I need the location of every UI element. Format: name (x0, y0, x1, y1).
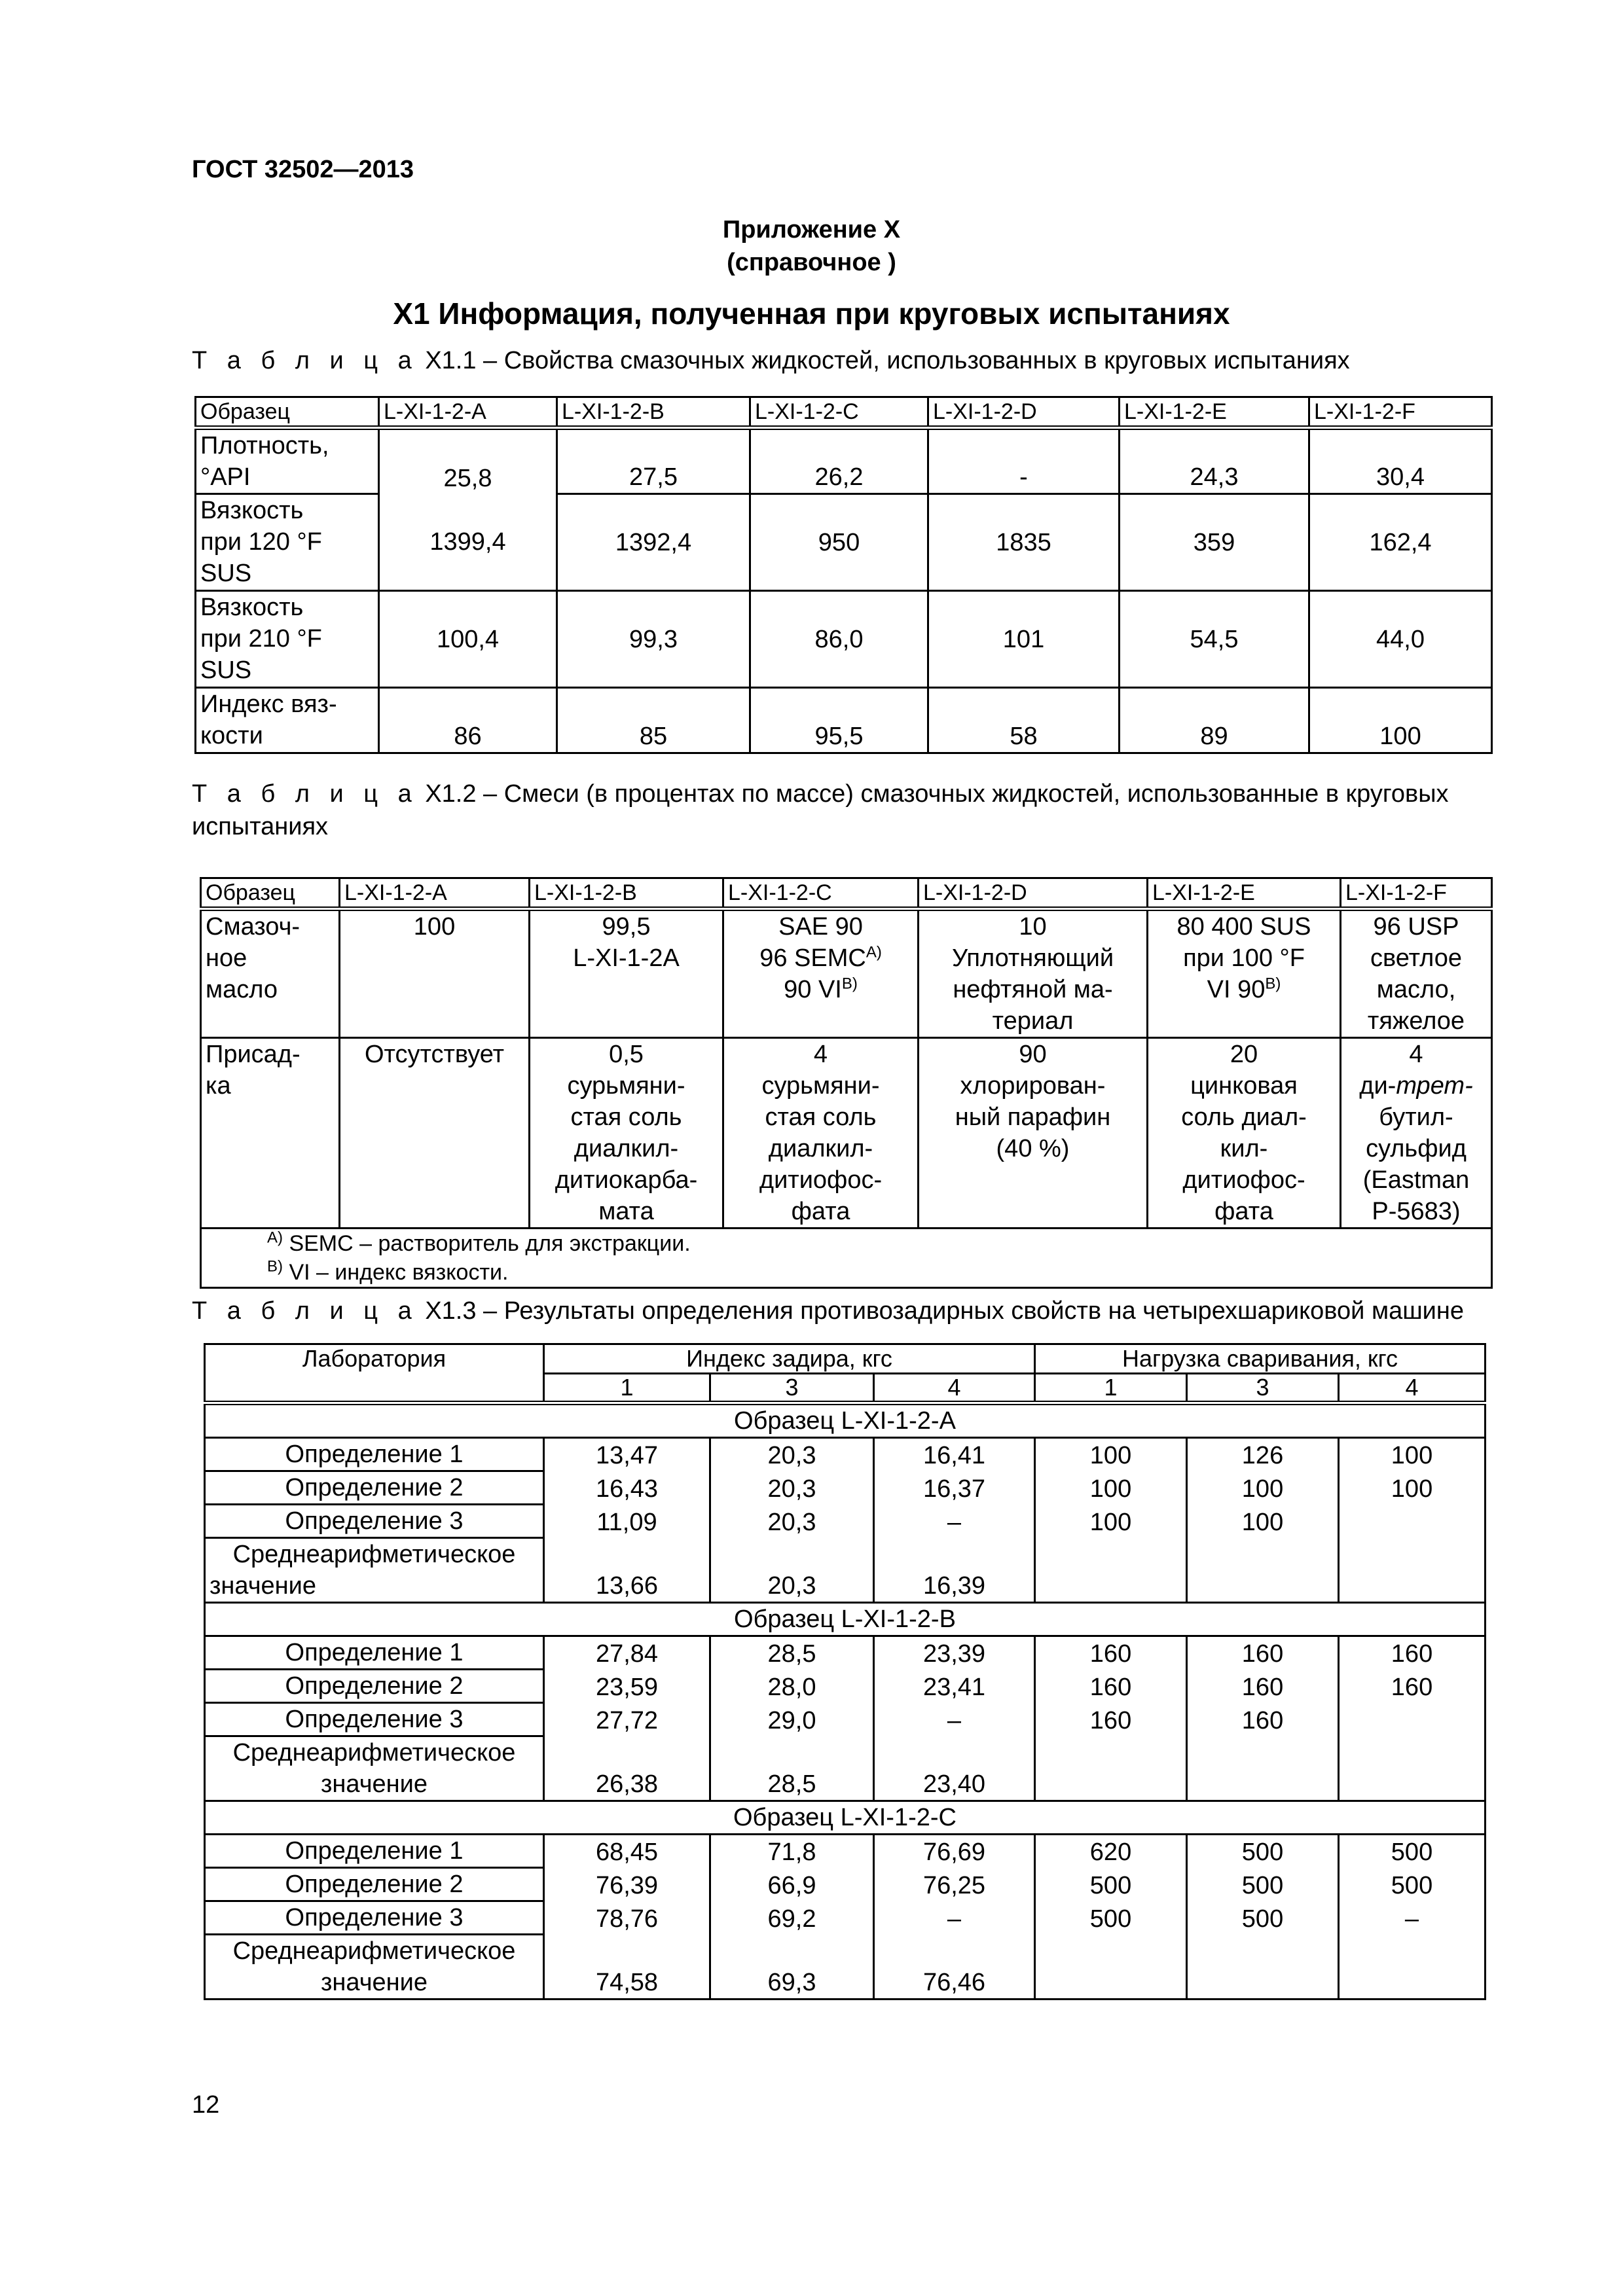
row-label: Плотность, °API (196, 428, 379, 494)
group-title: Образец L-XI-1-2-A (205, 1403, 1486, 1438)
cell: 23,40 (874, 1736, 1035, 1801)
cell: 69,2 (710, 1901, 874, 1935)
cell: 44,0 (1309, 591, 1492, 688)
cell: 100 (1187, 1505, 1339, 1538)
cell: SAE 90 96 $SEMC^{A)}$ 90 $VI^{B)}$ (723, 909, 919, 1038)
cell: 500 (1035, 1901, 1187, 1935)
cell: 20,3 (710, 1438, 874, 1471)
cell: – (1339, 1901, 1486, 1935)
table2-header-row (201, 878, 1492, 909)
cell: 28,5 (710, 1736, 874, 1801)
cell (1339, 1736, 1486, 1801)
row-label: Среднеарифметическое значение (205, 1736, 544, 1801)
row-label: Смазоч- ное масло (201, 909, 340, 1038)
table1-header-row (196, 397, 1492, 428)
row-label: Присад- ка (201, 1038, 340, 1229)
cell: 16,43 (544, 1471, 710, 1505)
table1-corner: Образец (196, 397, 379, 428)
cell: 0,5 сурьмяни- стая соль диалкил- дитиокарба- мата (530, 1038, 723, 1229)
cell: 76,25 (874, 1868, 1035, 1901)
row-label: Определение 1 (205, 1438, 544, 1471)
cell: 11,09 (544, 1505, 710, 1538)
table2-col: L-XI-1-2-A (340, 878, 530, 909)
page-number: 12 (192, 2091, 220, 2119)
table2-col: L-XI-1-2-B (530, 878, 723, 909)
table-row (201, 1038, 1492, 1229)
cell (1187, 1736, 1339, 1801)
cell: 16,39 (874, 1538, 1035, 1603)
table2-col: L-XI-1-2-E (1148, 878, 1341, 909)
cell: 86 (379, 688, 557, 753)
cell: 30,4 (1309, 428, 1492, 494)
cell: 25,8 (379, 428, 557, 494)
cell: 85 (557, 688, 750, 753)
cell: 86,0 (750, 591, 928, 688)
table-x1-2 (200, 877, 1493, 1289)
table-row (196, 428, 1492, 494)
table-row-mean (205, 1935, 1486, 2000)
row-label: Определение 3 (205, 1901, 544, 1935)
cell: 13,66 (544, 1538, 710, 1603)
cell (1187, 1935, 1339, 2000)
table3-head-lab: Лаборатория (205, 1344, 544, 1403)
table2-caption-line2: испытаниях (192, 813, 329, 840)
cell: 23,59 (544, 1670, 710, 1703)
row-label: Определение 3 (205, 1505, 544, 1538)
cell: 1399,4 (379, 494, 557, 591)
cell: 160 (1339, 1636, 1486, 1670)
table1-caption: Т а б л и ц а Х1.1 – Свойства смазочных жидкостей, использованных в круговых испытаниях (192, 347, 1350, 374)
table3-group-row (205, 1801, 1486, 1835)
cell: 29,0 (710, 1703, 874, 1736)
cell: 76,39 (544, 1868, 710, 1901)
cell: - (928, 428, 1120, 494)
cell: 100 (1309, 688, 1492, 753)
sub-head: 4 (1339, 1374, 1486, 1403)
cell: 71,8 (710, 1835, 874, 1868)
cell: 99,3 (557, 591, 750, 688)
table-row (205, 1505, 1486, 1538)
table-x1-1 (194, 396, 1493, 754)
cell: 100 (1035, 1505, 1187, 1538)
table-row (196, 494, 1492, 591)
cell: 500 (1339, 1835, 1486, 1868)
cell: Отсутствует (340, 1038, 530, 1229)
cell: 27,84 (544, 1636, 710, 1670)
cell: 26,2 (750, 428, 928, 494)
cell: 80 400 SUS при 100 °F VI $90^{B)}$ (1148, 909, 1341, 1038)
row-label: Индекс вяз- кости (196, 688, 379, 753)
cell: 16,37 (874, 1471, 1035, 1505)
cell: 160 (1035, 1636, 1187, 1670)
cell: 100 (1035, 1471, 1187, 1505)
row-label: Определение 1 (205, 1835, 544, 1868)
cell: 27,72 (544, 1703, 710, 1736)
cell: 160 (1035, 1703, 1187, 1736)
row-label: Определение 3 (205, 1703, 544, 1736)
table-x1-3 (204, 1343, 1486, 2000)
table3-group-row (205, 1603, 1486, 1636)
cell (1339, 1505, 1486, 1538)
table-notes-row (201, 1229, 1492, 1288)
cell: 90 хлорирован- ный парафин (40 %) (919, 1038, 1148, 1229)
cell: 69,3 (710, 1935, 874, 2000)
cell: 89 (1120, 688, 1309, 753)
cell: 28,0 (710, 1670, 874, 1703)
cell: 20 цинковая соль диал- кил- дитиофос- фата (1148, 1038, 1341, 1229)
cell: 500 (1187, 1835, 1339, 1868)
cell: 74,58 (544, 1935, 710, 2000)
row-label: Вязкость при 210 °F SUS (196, 591, 379, 688)
cell: 20,3 (710, 1505, 874, 1538)
table-row (205, 1703, 1486, 1736)
table3-body (205, 1403, 1486, 2000)
cell: 99,5 L-XI-1-2A (530, 909, 723, 1038)
table3-head-index: Индекс задира, кгс (544, 1344, 1035, 1374)
cell: 27,5 (557, 428, 750, 494)
cell: 620 (1035, 1835, 1187, 1868)
row-label: Определение 2 (205, 1471, 544, 1505)
table-row (196, 591, 1492, 688)
table-row (205, 1636, 1486, 1670)
table2-col: L-XI-1-2-F (1341, 878, 1492, 909)
row-label: Определение 1 (205, 1636, 544, 1670)
cell: 16,41 (874, 1438, 1035, 1471)
cell: 126 (1187, 1438, 1339, 1471)
cell: 13,47 (544, 1438, 710, 1471)
cell: 100 (1035, 1438, 1187, 1471)
table-row (205, 1670, 1486, 1703)
cell (1035, 1736, 1187, 1801)
cell: 78,76 (544, 1901, 710, 1935)
cell: 500 (1187, 1901, 1339, 1935)
table-row-mean (205, 1736, 1486, 1801)
group-title: Образец L-XI-1-2-C (205, 1801, 1486, 1835)
cell: – (874, 1703, 1035, 1736)
table-row (205, 1438, 1486, 1471)
section-title: Х1 Информация, полученная при круговых испытаниях (393, 296, 1230, 331)
cell: 58 (928, 688, 1120, 753)
table-row (196, 688, 1492, 753)
table2-col: L-XI-1-2-C (723, 878, 919, 909)
table-row (205, 1901, 1486, 1935)
cell: 160 (1187, 1670, 1339, 1703)
cell: 100 (1339, 1471, 1486, 1505)
cell (1035, 1935, 1187, 2000)
cell: 23,41 (874, 1670, 1035, 1703)
cell: 1835 (928, 494, 1120, 591)
cell: 4 ди-трет- бутил- сульфид (Eastman P-5683) (1341, 1038, 1492, 1229)
cell: 95,5 (750, 688, 928, 753)
cell: 23,39 (874, 1636, 1035, 1670)
table1-col: L-XI-1-2-A (379, 397, 557, 428)
cell: 160 (1339, 1670, 1486, 1703)
cell: 68,45 (544, 1835, 710, 1868)
cell: 160 (1035, 1670, 1187, 1703)
table1-col: L-XI-1-2-C (750, 397, 928, 428)
appendix-kind: (справочное ) (727, 249, 896, 276)
cell: 20,3 (710, 1471, 874, 1505)
cell: – (874, 1505, 1035, 1538)
table1-col: L-XI-1-2-D (928, 397, 1120, 428)
sub-head: 3 (1187, 1374, 1339, 1403)
cell: 500 (1035, 1868, 1187, 1901)
sub-head: 1 (1035, 1374, 1187, 1403)
cell (1339, 1538, 1486, 1603)
row-label: Определение 2 (205, 1868, 544, 1901)
sub-head: 3 (710, 1374, 874, 1403)
cell: 20,3 (710, 1538, 874, 1603)
cell: 160 (1187, 1703, 1339, 1736)
cell: 1392,4 (557, 494, 750, 591)
table-row (205, 1868, 1486, 1901)
table-row (205, 1835, 1486, 1868)
cell: 100 (1187, 1471, 1339, 1505)
row-label: Определение 2 (205, 1670, 544, 1703)
cell: 100,4 (379, 591, 557, 688)
table1-col: L-XI-1-2-B (557, 397, 750, 428)
cell: 162,4 (1309, 494, 1492, 591)
table3-group-row (205, 1403, 1486, 1438)
cell: – (874, 1901, 1035, 1935)
row-label: Среднеарифметическое значение (205, 1935, 544, 2000)
appendix-name: Приложение Х (722, 216, 901, 243)
cell (1339, 1935, 1486, 2000)
sub-head: 1 (544, 1374, 710, 1403)
cell: 54,5 (1120, 591, 1309, 688)
cell (1187, 1538, 1339, 1603)
table2-caption: Т а б л и ц а Х1.2 – Смеси (в процентах по массе) смазочных жидкостей, использованные в круговых (192, 780, 1449, 808)
cell: 100 (340, 909, 530, 1038)
table3-head-load: Нагрузка сваривания, кгс (1035, 1344, 1486, 1374)
cell: 96 USP светлое масло, тяжелое (1341, 909, 1492, 1038)
table3-header-row (205, 1344, 1486, 1374)
table3-caption: Т а б л и ц а Х1.3 – Результаты определения противозадирных свойств на четырехшариковой машине (192, 1297, 1465, 1325)
cell: 101 (928, 591, 1120, 688)
table2-corner: Образец (201, 878, 340, 909)
cell: 24,3 (1120, 428, 1309, 494)
cell (1339, 1703, 1486, 1736)
cell: 4 сурьмяни- стая соль диалкил- дитиофос- фата (723, 1038, 919, 1229)
table-row (201, 909, 1492, 1038)
cell: 28,5 (710, 1636, 874, 1670)
group-title: Образец L-XI-1-2-B (205, 1603, 1486, 1636)
cell: 76,46 (874, 1935, 1035, 2000)
note: $^{B)}$ VI – индекс вязкости. (267, 1257, 509, 1285)
table-row-mean (205, 1538, 1486, 1603)
sub-head: 4 (874, 1374, 1035, 1403)
row-label: Среднеарифметическое значение (205, 1538, 544, 1603)
cell: 10 Уплотняющий нефтяной ма- териал (919, 909, 1148, 1038)
table1-col: L-XI-1-2-F (1309, 397, 1492, 428)
cell: 359 (1120, 494, 1309, 591)
cell: 500 (1339, 1868, 1486, 1901)
cell: 950 (750, 494, 928, 591)
table1-col: L-XI-1-2-E (1120, 397, 1309, 428)
cell (1035, 1538, 1187, 1603)
cell: 100 (1339, 1438, 1486, 1471)
cell: 76,69 (874, 1835, 1035, 1868)
cell: 26,38 (544, 1736, 710, 1801)
row-label: Вязкость при 120 °F SUS (196, 494, 379, 591)
cell: 160 (1187, 1636, 1339, 1670)
document-header: ГОСТ 32502—2013 (192, 156, 414, 183)
table-notes (201, 1229, 1492, 1288)
note: $^{A)}$ SEMC – растворитель для экстракции. (267, 1229, 691, 1256)
cell: 66,9 (710, 1868, 874, 1901)
cell: 500 (1187, 1868, 1339, 1901)
table-row (205, 1471, 1486, 1505)
table2-col: L-XI-1-2-D (919, 878, 1148, 909)
